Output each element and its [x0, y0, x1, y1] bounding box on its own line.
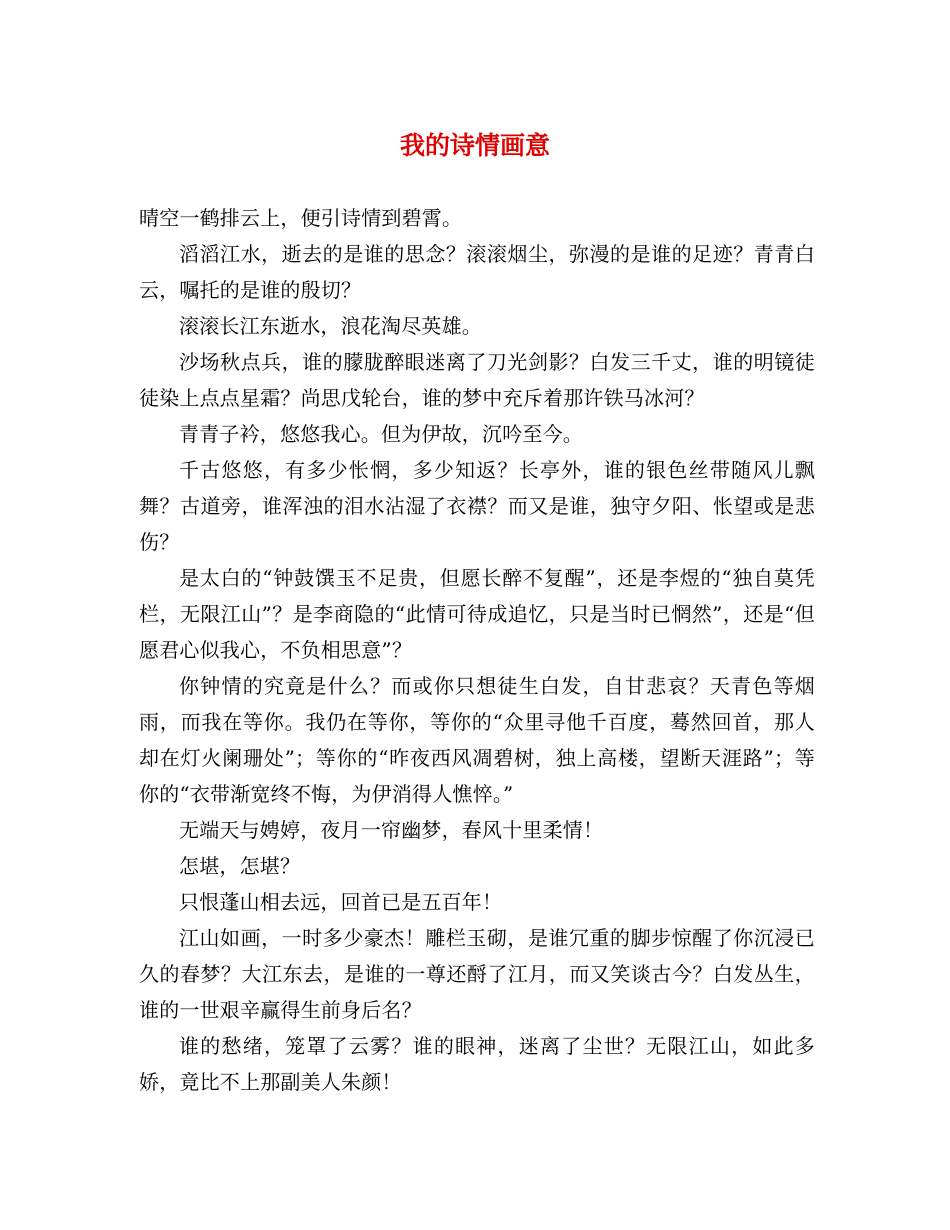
paragraph: 青青子衿，悠悠我心。但为伊故，沉吟至今。 [179, 422, 583, 446]
paragraph: 沙场秋点兵，谁的朦胧醉眼迷离了刀光剑影？白发三千丈，谁的明镜徒徒染上点点星霜？尚思戊轮台，谁的梦中充斥着那许铁马冰河？ [139, 350, 815, 410]
paragraph: 江山如画，一时多少豪杰！雕栏玉砌，是谁冗重的脚步惊醒了你沉浸已久的春梦？大江东去，是谁的一尊还酹了江月，而又笑谈古今？白发丛生，谁的一世艰辛赢得生前身后名？ [139, 926, 815, 1022]
paragraph: 只恨蓬山相去远，回首已是五百年！ [179, 890, 503, 914]
paragraph: 滚滚长江东逝水，浪花淘尽英雄。 [179, 314, 482, 338]
document-body [139, 200, 815, 1100]
paragraph: 是太白的“钟鼓馔玉不足贵，但愿长醉不复醒”，还是李煜的“独自莫凭栏，无限江山”？是李商隐的“此情可待成追忆，只是当时已惘然”，还是“但愿君心似我心，不负相思意”？ [139, 566, 815, 662]
paragraph: 你钟情的究竟是什么？而或你只想徒生白发，自甘悲哀？天青色等烟雨，而我在等你。我仍在等你，等你的“众里寻他千百度，蓦然回首，那人却在灯火阑珊处”；等你的“昨夜西风凋碧树，独上高楼，望断天涯路”；等你的“衣带渐宽终不悔，为伊消得人憔悴。” [139, 674, 815, 806]
document-title: 我的诗情画意 [399, 131, 550, 160]
paragraph: 晴空一鹤排云上，便引诗情到碧霄。 [139, 206, 463, 230]
paragraph: 滔滔江水，逝去的是谁的思念？滚滚烟尘，弥漫的是谁的足迹？青青白云，嘱托的是谁的殷切？ [139, 242, 815, 302]
paragraph: 无端天与娉婷，夜月一帘幽梦，春风十里柔情！ [179, 818, 604, 842]
paragraph: 谁的愁绪，笼罩了云雾？谁的眼神，迷离了尘世？无限江山，如此多娇，竟比不上那副美人朱颜！ [139, 1034, 815, 1094]
paragraph: 千古悠悠，有多少怅惘，多少知返？长亭外，谁的银色丝带随风儿飘舞？古道旁，谁浑浊的泪水沾湿了衣襟？而又是谁，独守夕阳、怅望或是悲伤？ [139, 458, 815, 554]
paragraph: 怎堪，怎堪？ [179, 854, 301, 878]
